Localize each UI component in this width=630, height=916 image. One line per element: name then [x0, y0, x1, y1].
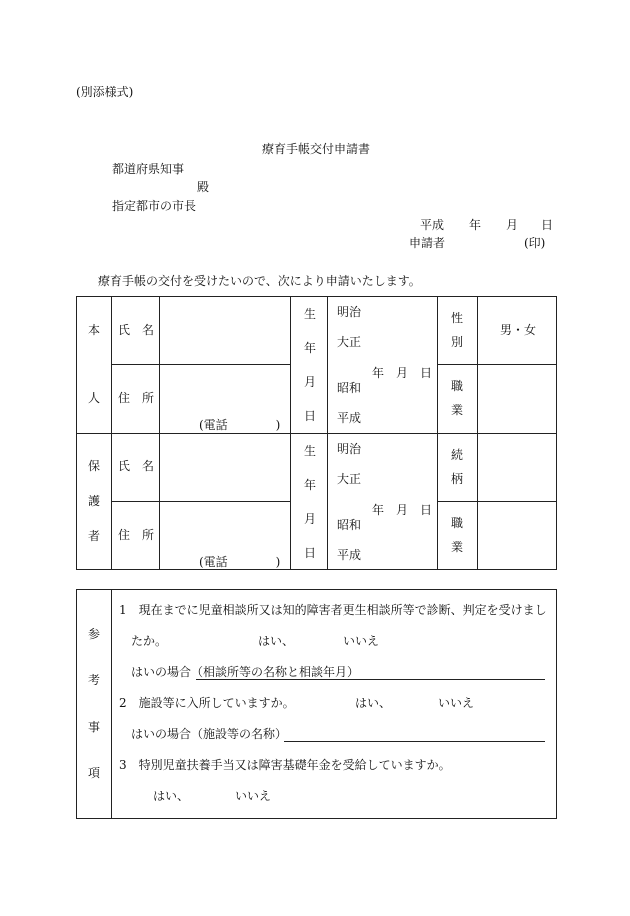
person-era-meiji: 明治 [337, 305, 362, 319]
table-line-person-guardian [76, 433, 557, 434]
person-name-label: 氏 名 [118, 323, 155, 337]
table-vline-date [437, 296, 438, 570]
section-person-char: 本 [88, 323, 101, 337]
form-title: 療育手帳交付申請書 [262, 142, 371, 156]
occupation-label-char: 職 [451, 379, 464, 393]
guardian-birth-char: 日 [304, 546, 317, 560]
seal-mark: (印) [524, 236, 546, 250]
date-year: 年 [469, 218, 482, 232]
question-2-no: いいえ [438, 696, 475, 710]
table-vline-section [111, 296, 112, 570]
question-1-answer-line [196, 679, 545, 680]
table-vline-label [159, 296, 160, 570]
person-address-label: 住 所 [118, 391, 155, 405]
question-3-no: いいえ [235, 789, 272, 803]
table-line-person-name [111, 364, 290, 365]
gender-value: 男・女 [500, 323, 537, 337]
table-vline-birth-right [327, 296, 328, 570]
date-day: 日 [541, 218, 554, 232]
question-2-answer-line [284, 741, 545, 742]
guardian-address-label: 住 所 [118, 528, 155, 542]
gender-label-char: 別 [451, 335, 464, 349]
question-1-if-yes: はいの場合（相談所等の名称と相談年月） [131, 665, 360, 679]
reference-label-char: 参 [88, 627, 101, 641]
guardian-era-meiji: 明治 [337, 442, 362, 456]
guardian-name-label: 氏 名 [118, 459, 155, 473]
date-month: 月 [506, 218, 519, 232]
guardian-birth-char: 月 [304, 512, 317, 526]
question-1-line2: たか。 [131, 634, 168, 648]
relation-label-char: 柄 [451, 472, 464, 486]
guardian-occupation-char: 職 [451, 516, 464, 530]
question-3-yes: はい、 [153, 789, 190, 803]
person-birth-char: 月 [304, 375, 317, 389]
applicant-label: 申請者 [409, 236, 446, 250]
question-3: 3 特別児童扶養手当又は障害基礎年金を受給していますか。 [119, 758, 451, 772]
intro-text: 療育手帳の交付を受けたいので、次により申請いたします。 [98, 274, 421, 288]
table-line-guardian-name [111, 501, 290, 502]
honorific: 殿 [197, 180, 210, 194]
question-2: 2 施設等に入所していますか。 [119, 696, 295, 710]
guardian-occupation-char: 業 [451, 540, 464, 554]
addressee-mayor: 指定都市の市長 [112, 199, 197, 213]
guardian-birth-char: 年 [304, 478, 317, 492]
table-vline-value [477, 296, 478, 570]
question-1-line1: 1 現在までに児童相談所又は知的障害者更生相談所等で診断、判定を受けまし [119, 603, 547, 617]
guardian-birth-char: 生 [304, 444, 317, 458]
attachment-label: (別添様式) [76, 85, 134, 99]
question-2-yes: はい、 [355, 696, 392, 710]
person-ymd: 年 月 日 [372, 366, 433, 380]
guardian-phone-label: (電話 ) [199, 555, 281, 569]
question-2-if-yes: はいの場合（施設等の名称） [131, 727, 288, 741]
reference-label-char: 事 [88, 720, 101, 734]
guardian-era-showa: 昭和 [337, 518, 362, 532]
section-guardian-char: 護 [88, 494, 101, 508]
reference-vline [111, 589, 112, 819]
reference-label-char: 項 [88, 766, 101, 780]
guardian-ymd: 年 月 日 [372, 503, 433, 517]
question-1-no: いいえ [343, 634, 380, 648]
section-guardian-char: 保 [88, 459, 101, 473]
addressee-governor: 都道府県知事 [112, 162, 185, 176]
section-person-char: 人 [88, 391, 101, 405]
table-line-person-gender [437, 364, 557, 365]
person-phone-label: (電話 ) [199, 418, 281, 432]
person-birth-char: 生 [304, 307, 317, 321]
question-1-yes: はい、 [258, 634, 295, 648]
table-line-guardian-relation [437, 501, 557, 502]
person-birth-char: 年 [304, 341, 317, 355]
gender-label-char: 性 [451, 311, 464, 325]
section-guardian-char: 者 [88, 529, 101, 543]
person-era-taisho: 大正 [337, 335, 362, 349]
person-era-showa: 昭和 [337, 381, 362, 395]
guardian-era-taisho: 大正 [337, 472, 362, 486]
reference-label-char: 考 [88, 673, 101, 687]
relation-label-char: 続 [451, 448, 464, 462]
person-birth-char: 日 [304, 409, 317, 423]
person-era-heisei: 平成 [337, 411, 362, 425]
guardian-era-heisei: 平成 [337, 548, 362, 562]
table-vline-birth-left [290, 296, 291, 570]
date-era: 平成 [420, 218, 445, 232]
occupation-label-char: 業 [451, 403, 464, 417]
